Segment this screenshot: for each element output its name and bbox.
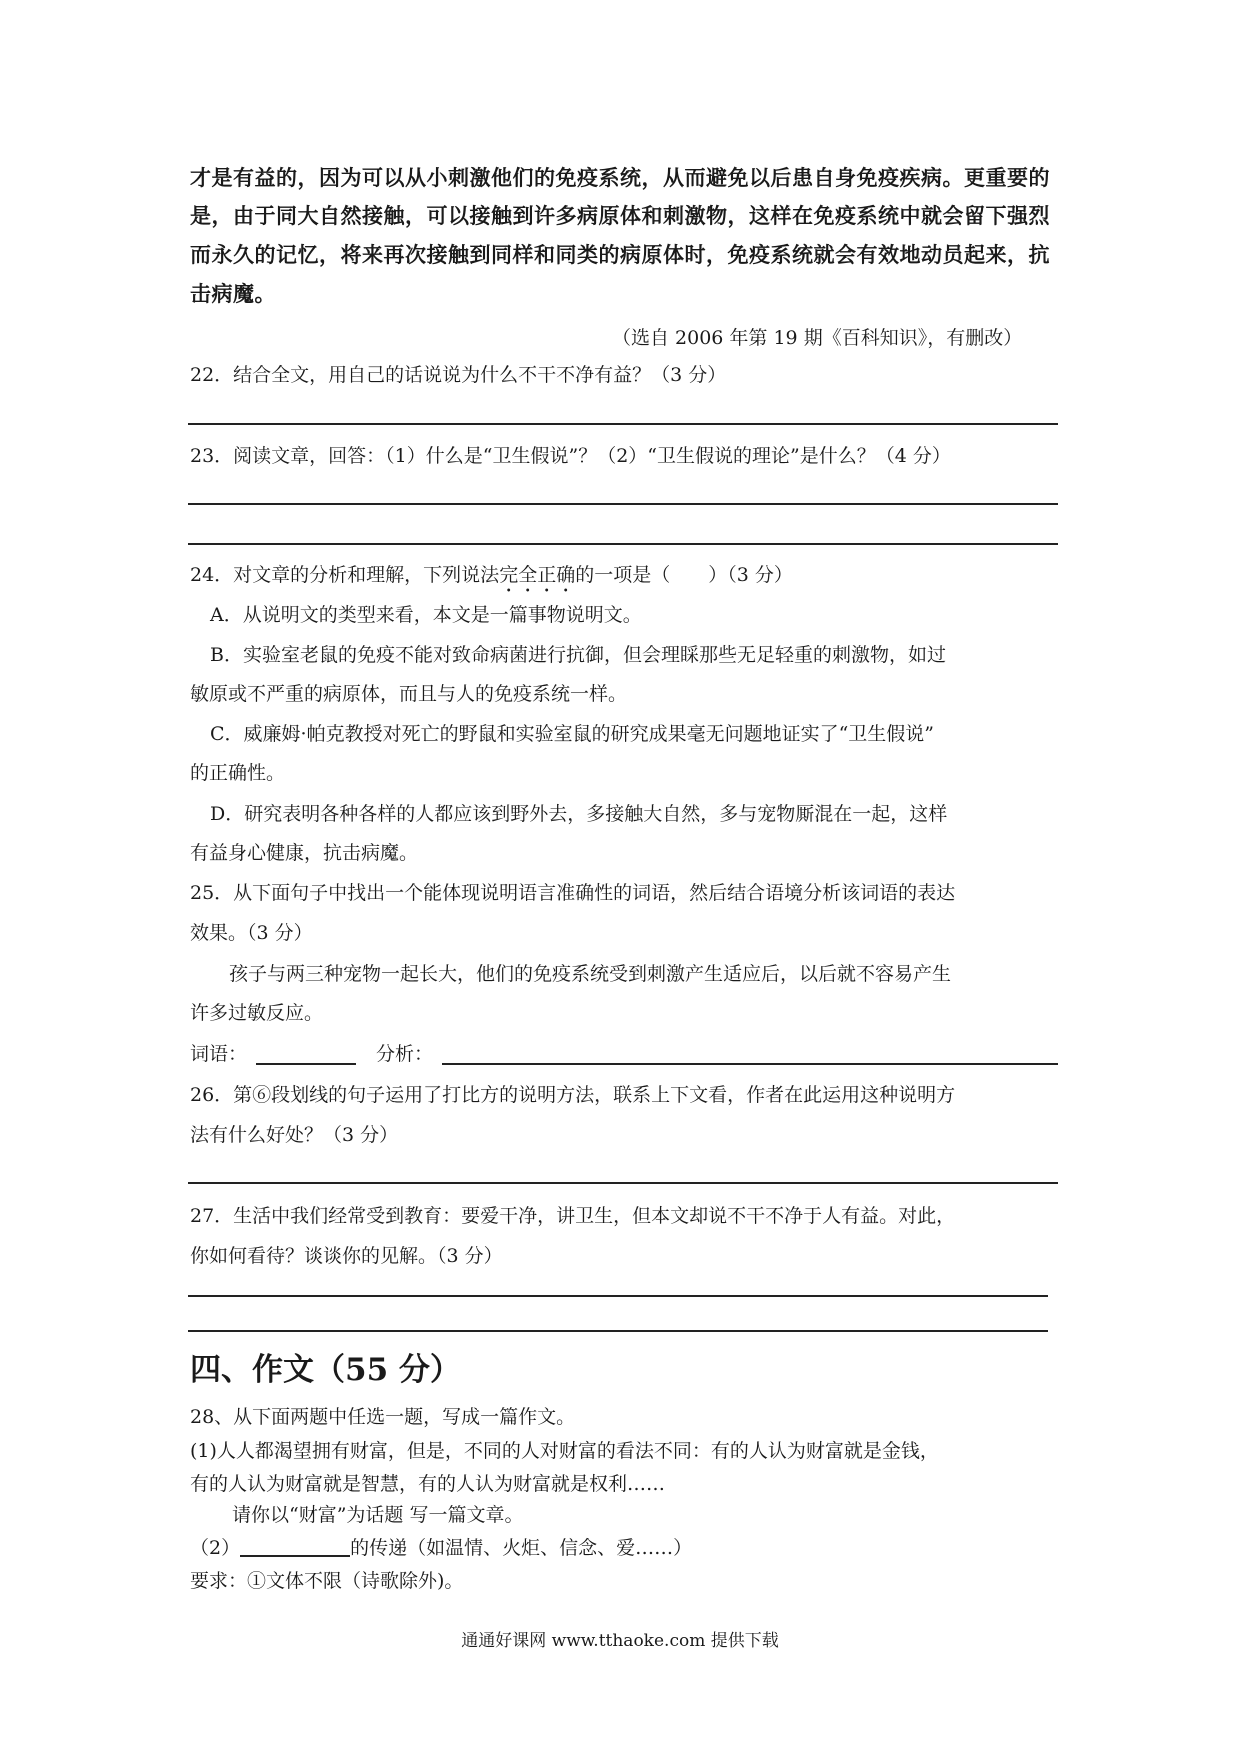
passage-line-4: 击病魔。	[190, 282, 276, 306]
question-27-line-1: 27．生活中我们经常受到教育：要爱干净，讲卫生，但本文却说不干不净于人有益。对此，	[190, 1205, 956, 1227]
answer-line-27b[interactable]	[188, 1330, 1048, 1332]
section-heading: 四、作文（55 分）	[190, 1352, 461, 1388]
question-24-emphasis: 完全正确	[499, 564, 576, 586]
question-27-line-2: 你如何看待？谈谈你的见解。（3 分）	[190, 1245, 503, 1267]
analysis-answer-line[interactable]	[442, 1063, 1058, 1065]
question-26-line-2: 法有什么好处？（3 分）	[190, 1124, 399, 1146]
question-28-opt1-line-2: 有的人认为财富就是智慧，有的人认为财富就是权利……	[190, 1473, 666, 1495]
question-25-line-2: 效果。（3 分）	[190, 922, 313, 944]
question-23: 23．阅读文章，回答：（1）什么是“卫生假说”？（2）“卫生假说的理论”是什么？（4 分）	[190, 445, 951, 467]
passage-source: （选自 2006 年第 19 期《百科知识》，有删改）	[612, 327, 1023, 349]
word-answer-blank[interactable]	[256, 1063, 356, 1065]
topic-blank[interactable]	[240, 1537, 350, 1557]
question-24-prefix: 24．对文章的分析和理解，下列说法	[190, 564, 500, 586]
answer-line-27a[interactable]	[188, 1295, 1048, 1297]
answer-line-22[interactable]	[188, 423, 1058, 425]
question-28-opt2-suffix: 的传递（如温情、火炬、信念、爱……）	[350, 1537, 693, 1559]
question-22: 22．结合全文，用自己的话说说为什么不干不净有益？（3 分）	[190, 364, 727, 386]
question-25-word-label: 词语：	[190, 1043, 248, 1065]
option-b-line-2: 敏原或不严重的病原体，而且与人的免疫系统一样。	[190, 683, 628, 705]
question-28-opt1-line-1: (1)人人都渴望拥有财富，但是，不同的人对财富的看法不同：有的人认为财富就是金钱，	[190, 1440, 939, 1462]
option-c-line-1: C．威廉姆·帕克教授对死亡的野鼠和实验室鼠的研究成果毫无问题地证实了“卫生假说”	[210, 723, 935, 745]
question-24-suffix: 的一项是（ ）（3 分）	[575, 564, 793, 586]
question-28-opt2-prefix: （2）	[190, 1537, 241, 1559]
question-25-quote-2: 许多过敏反应。	[190, 1002, 324, 1024]
option-b-line-1: B．实验室老鼠的免疫不能对致命病菌进行抗御，但会理睬那些无足轻重的刺激物，如过	[210, 644, 946, 666]
option-c-line-2: 的正确性。	[190, 762, 286, 784]
question-28-intro: 28、从下面两题中任选一题，写成一篇作文。	[190, 1406, 576, 1428]
question-26-line-1: 26．第⑥段划线的句子运用了打比方的说明方法，联系上下文看，作者在此运用这种说明方	[190, 1084, 956, 1106]
answer-line-23a[interactable]	[188, 503, 1058, 505]
question-25-quote-1: 孩子与两三种宠物一起长大，他们的免疫系统受到刺激产生适应后，以后就不容易产生	[229, 963, 952, 985]
option-d-line-1: D．研究表明各种各样的人都应该到野外去，多接触大自然，多与宠物厮混在一起，这样	[210, 803, 948, 825]
question-28-opt2	[190, 1533, 692, 1560]
question-28-requirement: 要求：①文体不限（诗歌除外)。	[190, 1570, 464, 1592]
question-25-analysis-label: 分析：	[376, 1043, 434, 1065]
option-a: A．从说明文的类型来看，本文是一篇事物说明文。	[210, 604, 642, 626]
answer-line-23b[interactable]	[188, 543, 1058, 545]
footer-credit: 通通好课网 www.tthaoke.com 提供下载	[461, 1631, 779, 1651]
answer-line-26[interactable]	[188, 1182, 1058, 1184]
question-25-line-1: 25．从下面句子中找出一个能体现说明语言准确性的词语，然后结合语境分析该词语的表达	[190, 882, 956, 904]
question-24	[190, 560, 793, 597]
option-d-line-2: 有益身心健康，抗击病魔。	[190, 842, 419, 864]
passage-line-2: 是，由于同大自然接触，可以接触到许多病原体和刺激物，这样在免疫系统中就会留下强烈	[190, 204, 1050, 228]
passage-line-3: 而永久的记忆，将来再次接触到同样和同类的病原体时，免疫系统就会有效地动员起来，抗	[190, 243, 1050, 267]
question-28-opt1-line-3: 请你以“财富”为话题 写一篇文章。	[232, 1504, 524, 1526]
passage-line-1: 才是有益的，因为可以从小刺激他们的免疫系统，从而避免以后患自身免疫疾病。更重要的	[190, 166, 1050, 190]
